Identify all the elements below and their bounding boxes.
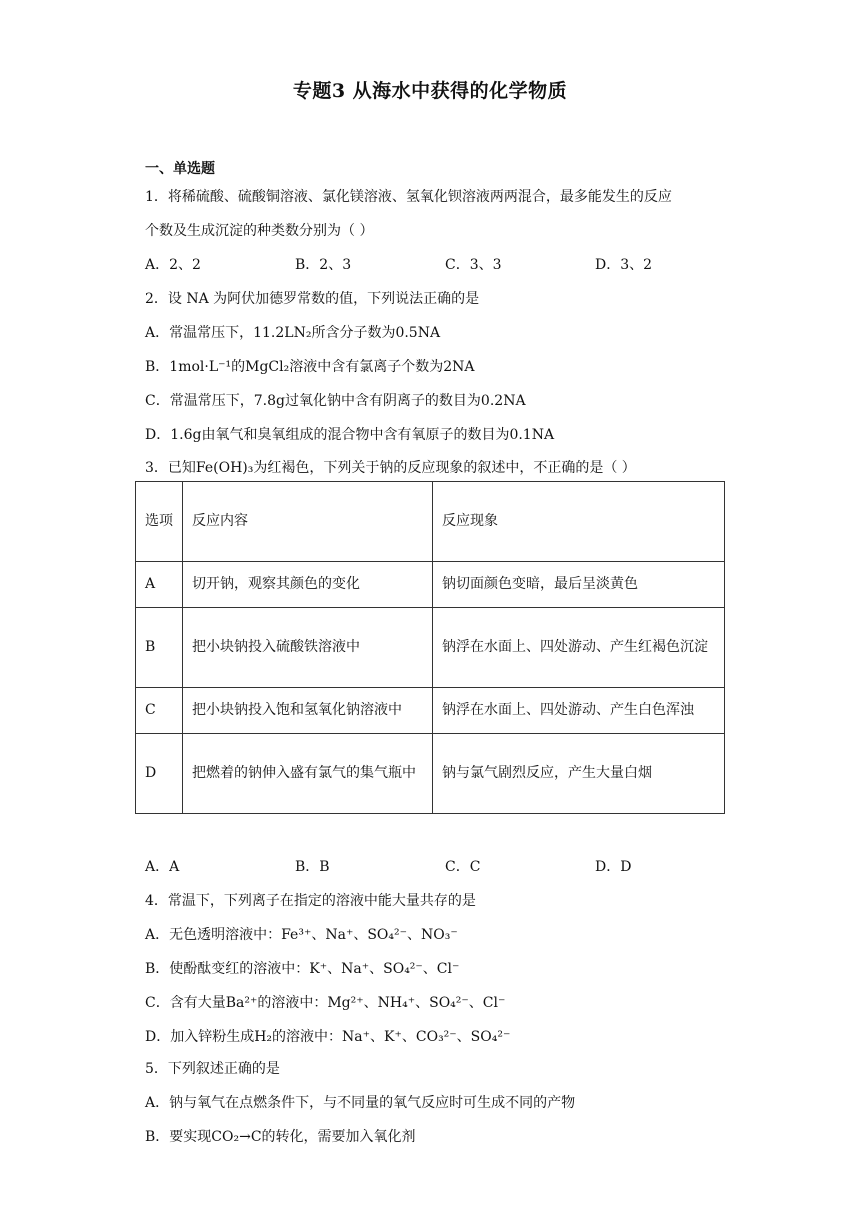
q2-option-d: D．1.6g由氧气和臭氧组成的混合物中含有氧原子的数目为0.1NA <box>145 427 555 443</box>
table-row <box>136 608 725 688</box>
table-row <box>136 734 725 814</box>
q1-stem-line2: 个数及生成沉淀的种类数分别为（ ） <box>145 223 374 239</box>
table-cell: 把燃着的钠伸入盛有氯气的集气瓶中 <box>183 734 433 814</box>
q4-option-d: D．加入锌粉生成H₂的溶液中：Na⁺、K⁺、CO₃²⁻、SO₄²⁻ <box>145 1029 511 1045</box>
q2-option-b: B．1mol·L⁻¹的MgCl₂溶液中含有氯离子个数为2NA <box>145 359 475 375</box>
q3-option-c: C．C <box>445 859 481 875</box>
section-heading: 一、单选题 <box>145 161 215 177</box>
table-header-cell: 反应现象 <box>433 482 725 562</box>
q1-option-d: D．3、2 <box>595 257 653 273</box>
q1-stem-line1: 1．将稀硫酸、硫酸铜溶液、氯化镁溶液、氢氧化钡溶液两两混合，最多能发生的反应 <box>145 189 672 205</box>
q5-option-b: B．要实现CO₂→C的转化，需要加入氧化剂 <box>145 1129 416 1145</box>
q2-option-a: A．常温常压下，11.2LN₂所含分子数为0.5NA <box>145 325 441 341</box>
table-header-row <box>136 482 725 562</box>
table-cell: B <box>136 608 183 688</box>
q3-option-b: B．B <box>295 859 330 875</box>
table-cell: 钠切面颜色变暗，最后呈淡黄色 <box>433 562 725 608</box>
page-title: 专题3 从海水中获得的化学物质 <box>292 80 568 102</box>
table-row <box>136 562 725 608</box>
q2-stem: 2．设 NA 为阿伏加德罗常数的值，下列说法正确的是 <box>145 291 480 307</box>
table-header-cell: 选项 <box>136 482 183 562</box>
q1-option-c: C．3、3 <box>445 257 502 273</box>
q3-stem: 3．已知Fe(OH)₃为红褐色，下列关于钠的反应现象的叙述中，不正确的是（ ） <box>145 460 636 476</box>
q4-option-c: C．含有大量Ba²⁺的溶液中：Mg²⁺、NH₄⁺、SO₄²⁻、Cl⁻ <box>145 995 506 1011</box>
q3-table <box>135 481 725 814</box>
table-cell: 钠与氯气剧烈反应，产生大量白烟 <box>433 734 725 814</box>
q5-option-a: A．钠与氧气在点燃条件下，与不同量的氧气反应时可生成不同的产物 <box>145 1095 576 1111</box>
table-header-cell: 反应内容 <box>183 482 433 562</box>
table-cell: 钠浮在水面上、四处游动、产生红褐色沉淀 <box>433 608 725 688</box>
table-cell: C <box>136 688 183 734</box>
table-cell: 钠浮在水面上、四处游动、产生白色浑浊 <box>433 688 725 734</box>
q4-stem: 4．常温下，下列离子在指定的溶液中能大量共存的是 <box>145 893 476 909</box>
table-cell: A <box>136 562 183 608</box>
q3-option-a: A．A <box>145 859 180 875</box>
table-cell: 把小块钠投入硫酸铁溶液中 <box>183 608 433 688</box>
table-cell: 切开钠，观察其颜色的变化 <box>183 562 433 608</box>
table-cell: D <box>136 734 183 814</box>
q1-option-b: B．2、3 <box>295 257 352 273</box>
q3-option-d: D．D <box>595 859 632 875</box>
q4-option-a: A．无色透明溶液中：Fe³⁺、Na⁺、SO₄²⁻、NO₃⁻ <box>145 927 458 943</box>
table-row <box>136 688 725 734</box>
q5-stem: 5．下列叙述正确的是 <box>145 1061 280 1077</box>
q4-option-b: B．使酚酞变红的溶液中：K⁺、Na⁺、SO₄²⁻、Cl⁻ <box>145 961 460 977</box>
q2-option-c: C．常温常压下，7.8g过氧化钠中含有阴离子的数目为0.2NA <box>145 393 526 409</box>
q1-option-a: A．2、2 <box>145 257 201 273</box>
table-cell: 把小块钠投入饱和氢氧化钠溶液中 <box>183 688 433 734</box>
